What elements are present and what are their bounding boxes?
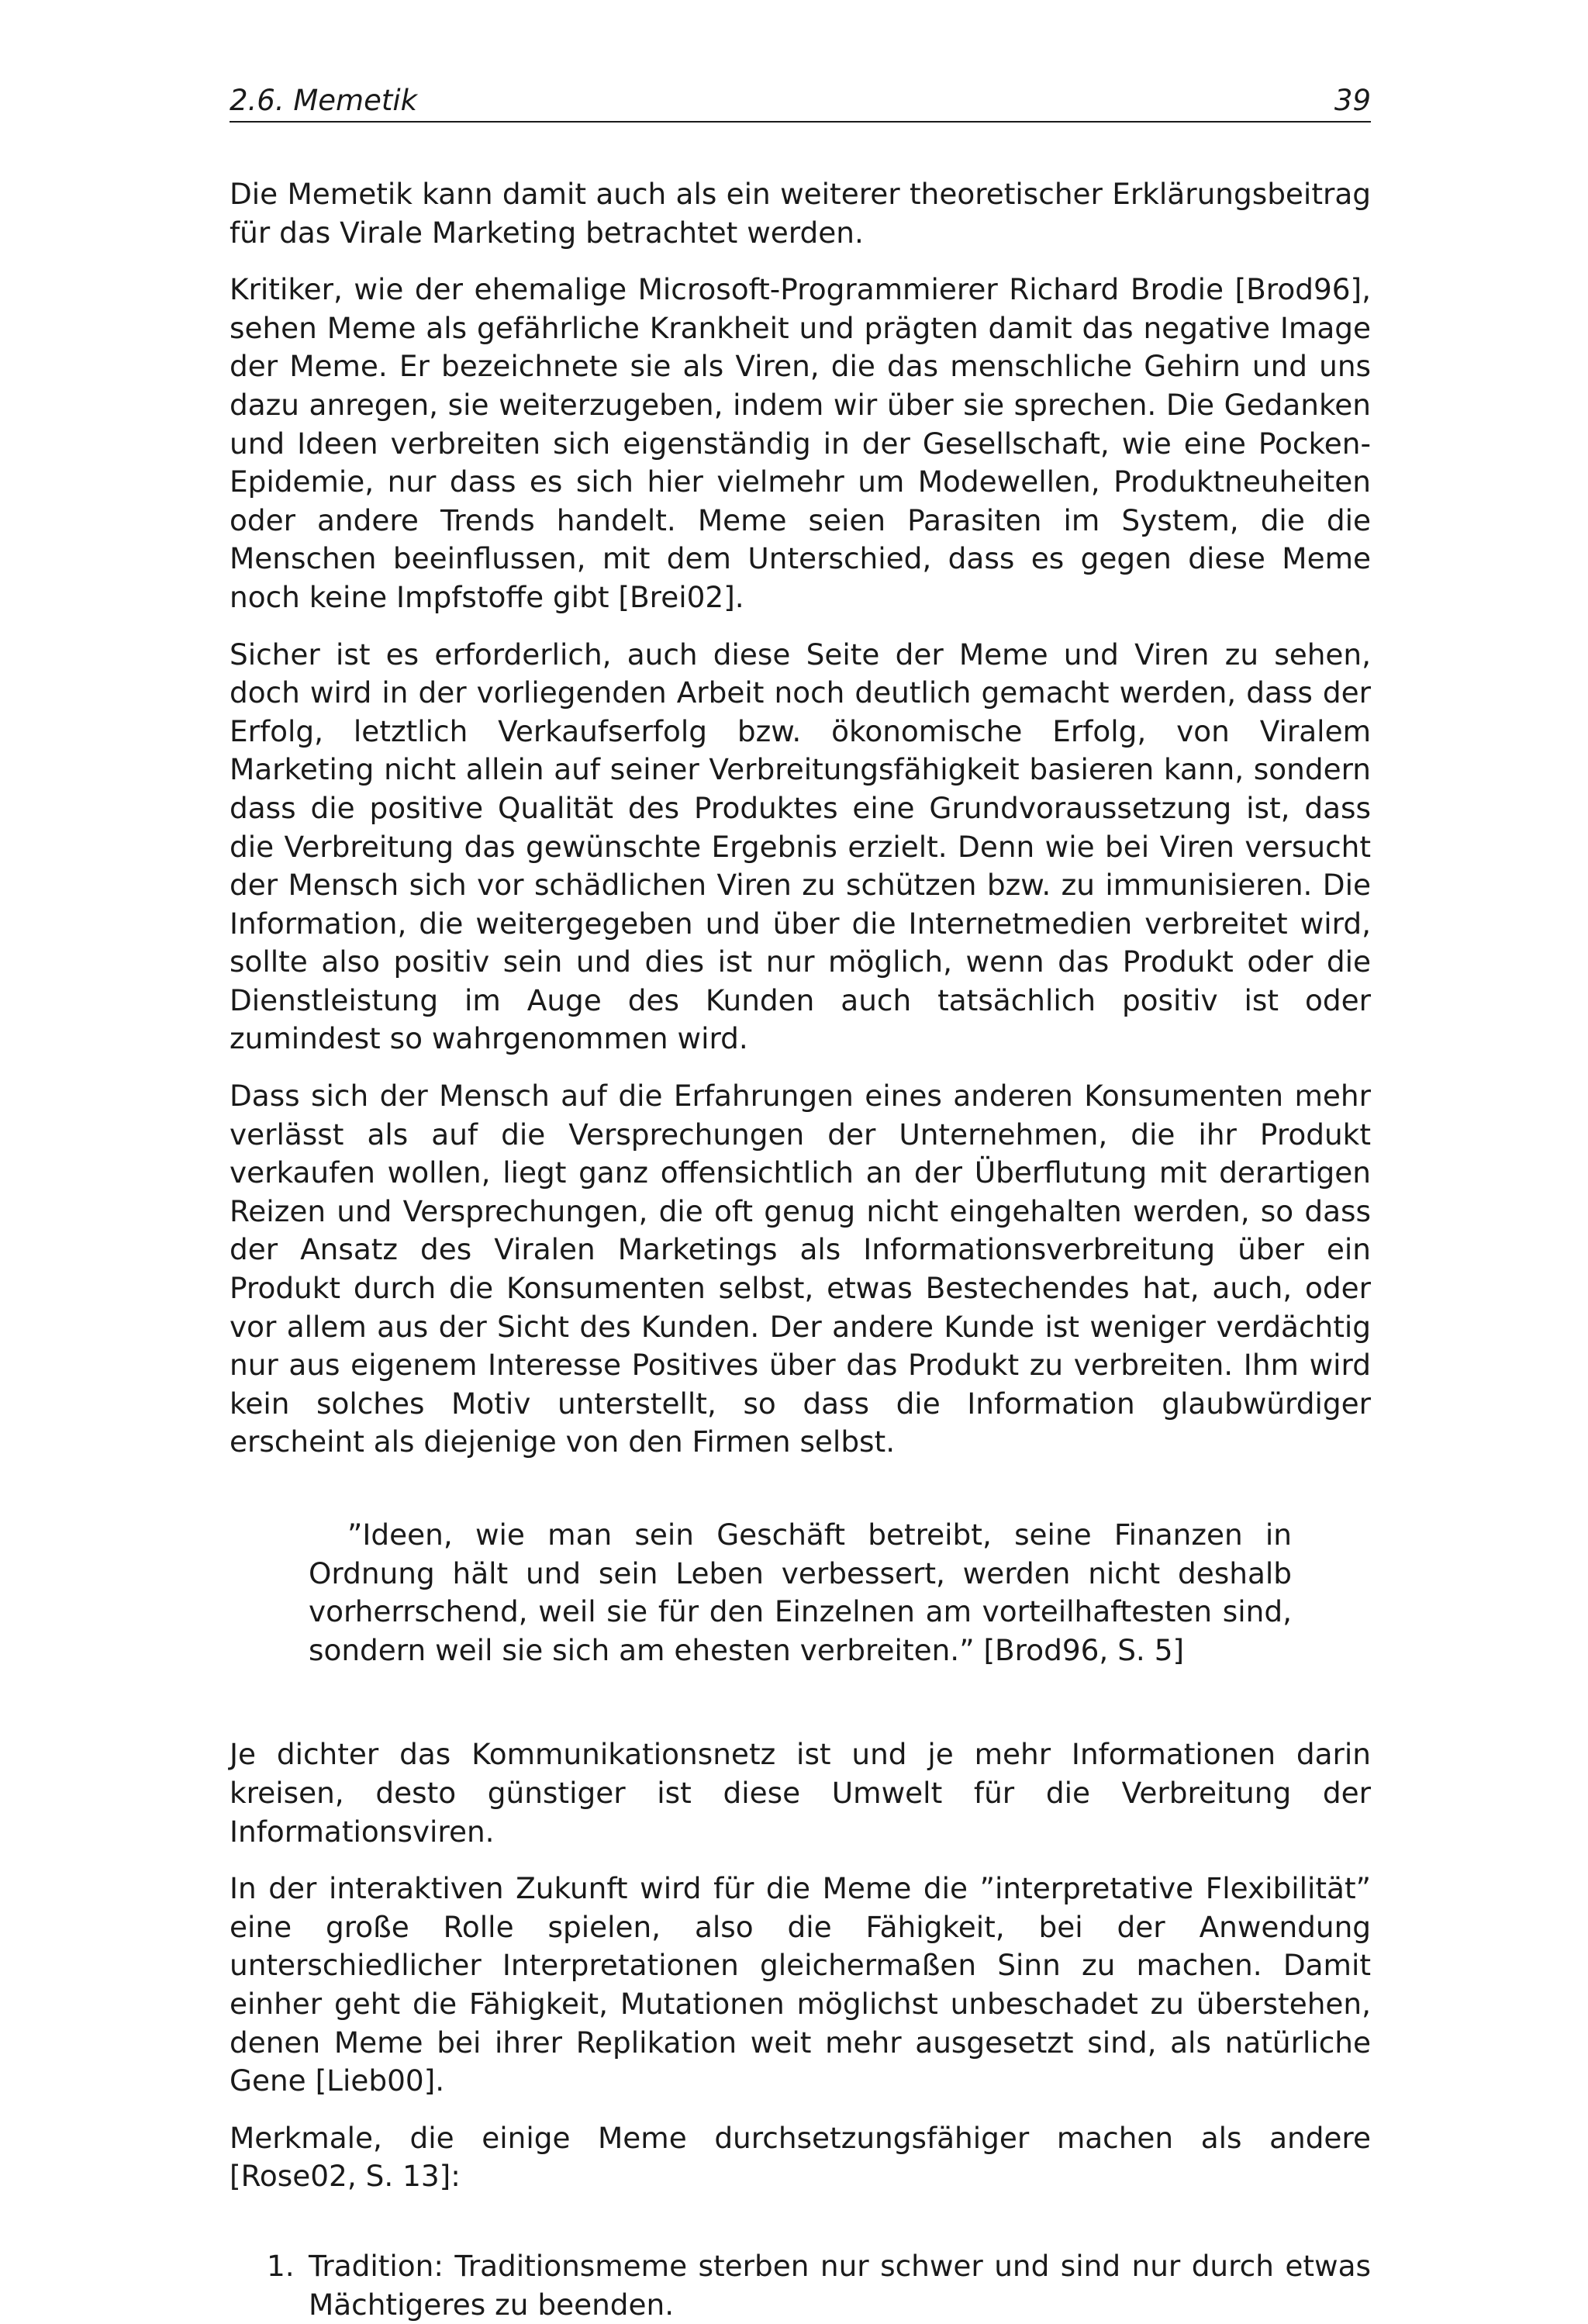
paragraph: Merkmale, die einige Meme durchsetzungsfähiger machen als andere [Rose02, S. 13]: bbox=[230, 2120, 1371, 2194]
paragraph: Sicher ist es erforderlich, auch diese Seite der Meme und Viren zu sehen, doch wird in der vorliegenden Arbeit noch deutlich gemacht werden, dass der Erfolg, letztlich Verkaufserfolg bzw. ökonomische Erfolg, von Viralem Marketing nicht allein auf seiner Verbreitungsfähigkeit basieren kann, sondern dass die positive Qualität des Produktes eine Grundvoraussetzung ist, dass die Verbreitung das gewünschte Ergebnis erzielt. Denn wie bei Viren versucht der Mensch sich vor schädlichen Viren zu schützen bzw. zu immunisieren. Die Information, die weitergegeben und über die Internetmedien verbreitet wird, sollte also positiv sein und dies ist nur möglich, wenn das Produkt oder die Dienstleistung im Auge des Kunden auch tatsächlich positiv ist oder zumindest so wahrgenommen wird. bbox=[230, 637, 1371, 1056]
quote-text: ”Ideen, wie man sein Geschäft betreibt, seine Finanzen in Ordnung hält und sein Leben verbessert, werden nicht deshalb vorherrschend, weil sie für den Einzelnen am vorteilhaftesten sind, sondern weil sie sich am ehesten verbreiten.” [Brod96, S. 5] bbox=[309, 1518, 1292, 1667]
main-text bbox=[230, 175, 1371, 2324]
paragraph: Die Memetik kann damit auch als ein weiterer theoretischer Erklärungsbeitrag für das Virale Marketing betrachtet werden. bbox=[230, 177, 1371, 250]
paragraph: In der interaktiven Zukunft wird für die Meme die ”interpretative Flexibilität” eine große Rolle spielen, also die Fähigkeit, bei der Anwendung unterschiedlicher Interpretationen gleichermaßen Sinn zu machen. Damit einher geht die Fähigkeit, Mutationen möglichst unbeschadet zu überstehen, denen Meme bei ihrer Replikation weit mehr ausgesetzt sind, als natürliche Gene [Lieb00]. bbox=[230, 1871, 1371, 2098]
list-item-text: Tradition: Traditionsmeme sterben nur schwer und sind nur durch etwas Mächtigeres zu beenden. bbox=[309, 2248, 1371, 2322]
page-number: 39 bbox=[1334, 84, 1371, 117]
paragraph: Kritiker, wie der ehemalige Microsoft-Programmierer Richard Brodie [Brod96], sehen Meme als gefährliche Krankheit und prägten damit das negative Image der Meme. Er bezeichnete sie als Viren, die das menschliche Gehirn und uns dazu anregen, sie weiterzugeben, indem wir über sie sprechen. Die Gedanken und Ideen verbreiten sich eigenständig in der Gesellschaft, wie eine Pocken-Epidemie, nur dass es sich hier vielmehr um Modewellen, Produktneuheiten oder andere Trends handelt. Meme seien Parasiten im System, die die Menschen beeinflussen, mit dem Unterschied, dass es gegen diese Meme noch keine Impfstoffe gibt [Brei02]. bbox=[230, 272, 1371, 614]
running-header bbox=[230, 81, 1371, 123]
paragraph: Dass sich der Mensch auf die Erfahrungen eines anderen Konsumenten mehr verlässt als auf die Versprechungen der Unternehmen, die ihr Produkt verkaufen wollen, liegt ganz offensichtlich an der Überflutung mit derartigen Reizen und Versprechungen, die oft genug nicht eingehalten werden, so dass der Ansatz des Viralen Marketings als Informationsverbreitung über ein Produkt durch die Konsumenten selbst, etwas Bestechendes hat, auch, oder vor allem aus der Sicht des Kunden. Der andere Kunde ist weniger verdächtig nur aus eigenem Interesse Positives über das Produkt zu verbreiten. Ihm wird kein solches Motiv unterstellt, so dass die Information glaubwürdiger erscheint als diejenige von den Firmen selbst. bbox=[230, 1079, 1371, 1459]
section-title: 2.6. Memetik bbox=[230, 84, 418, 117]
block-quote bbox=[230, 1516, 1371, 1670]
paragraph: Je dichter das Kommunikationsnetz ist und je mehr Informationen darin kreisen, desto günstiger ist diese Umwelt für die Verbreitung der Informationsviren. bbox=[230, 1737, 1371, 1849]
list-item-number: 1. bbox=[267, 2248, 295, 2283]
numbered-list bbox=[230, 2247, 1371, 2324]
list-item bbox=[230, 2247, 1371, 2324]
